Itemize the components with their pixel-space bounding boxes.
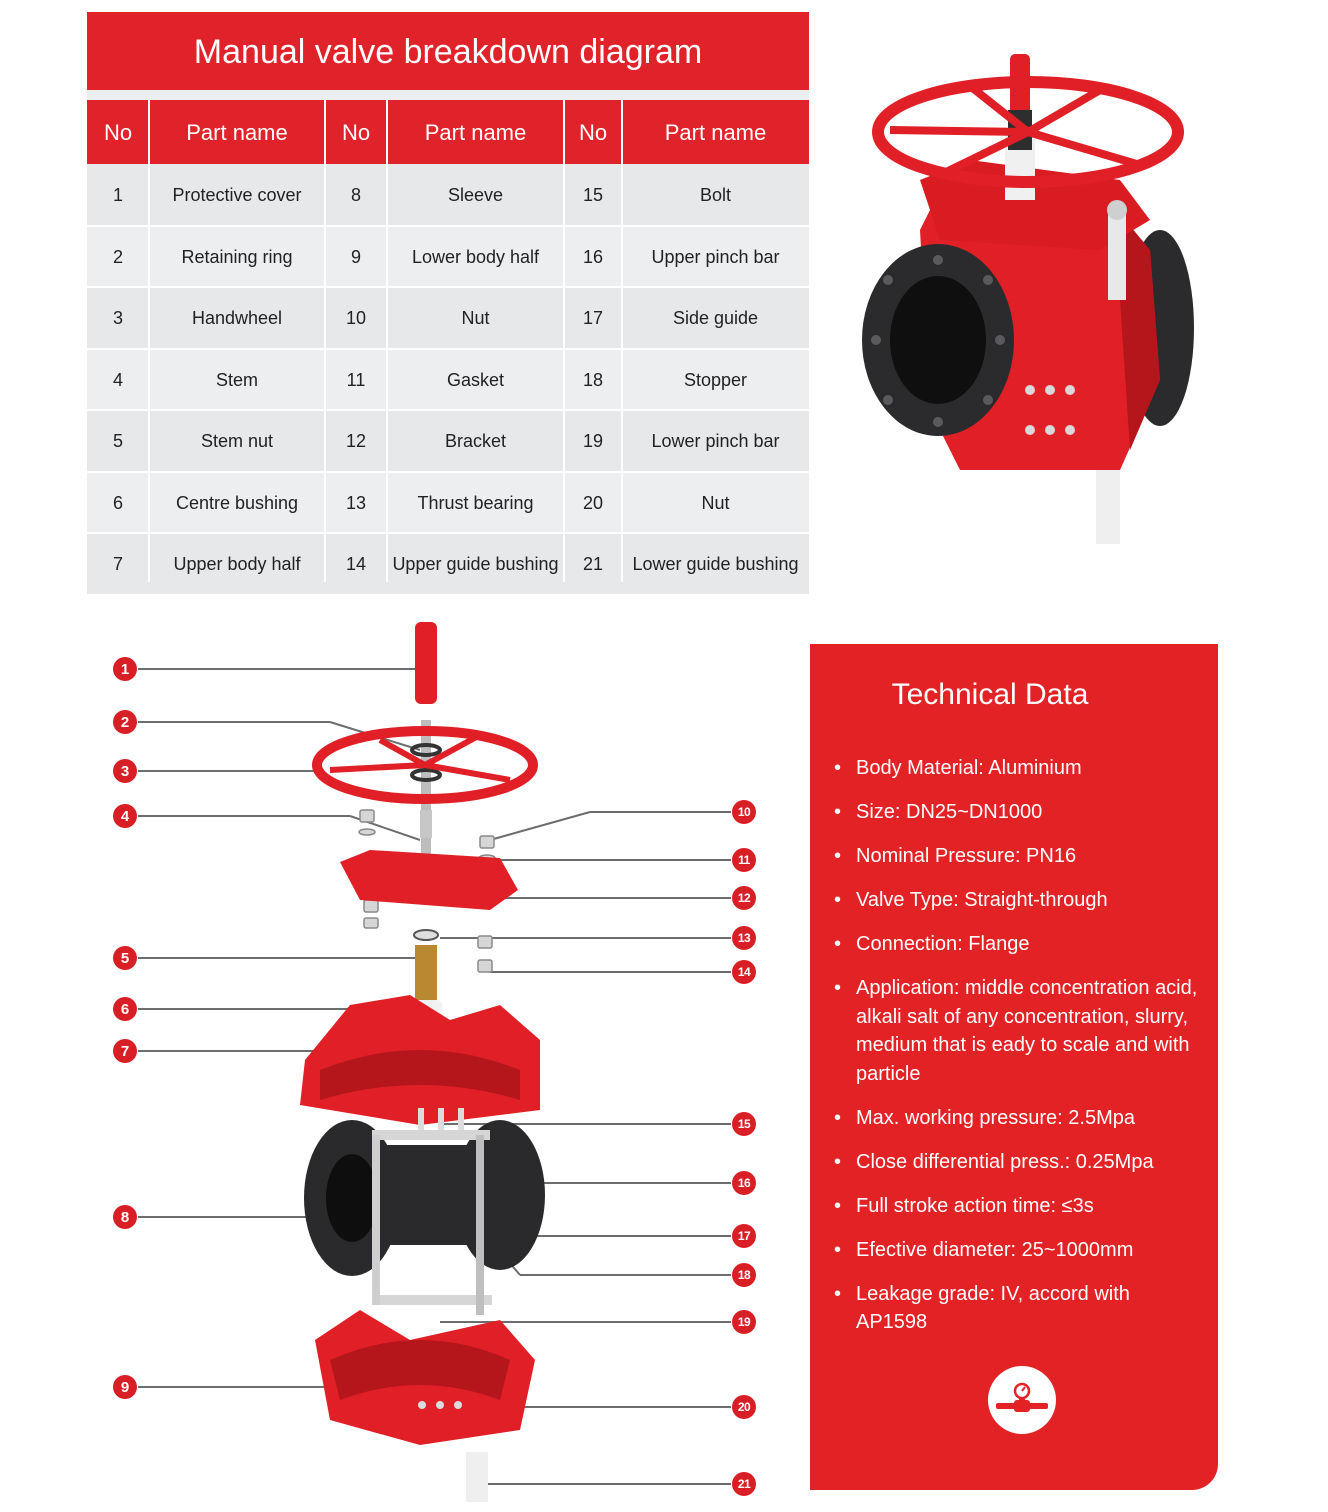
part-number-cell: 5 [112, 431, 123, 451]
technical-data-title: Technical Data [891, 678, 1089, 711]
callout-7: 7 [113, 1039, 137, 1063]
technical-data-list [834, 754, 1204, 1352]
technical-data-item: • Close differential press.: 0.25Mpa [834, 1148, 1204, 1177]
callout-6: 6 [113, 997, 137, 1021]
assembled-valve-illustration [850, 50, 1210, 550]
callout-2: 2 [113, 710, 137, 734]
header-part-name-3: Part name [664, 120, 767, 145]
part-number-cell: 4 [112, 369, 123, 390]
technical-data-item: • Efective diameter: 25~1000mm [834, 1236, 1204, 1265]
parts-table [87, 12, 809, 582]
technical-data-item: • Application: middle concentration acid, alkali salt of any concentration, slurry, medium that is eady to scale and with particle [834, 974, 1204, 1088]
callout-15: 15 [732, 1112, 756, 1136]
technical-data-item: • Nominal Pressure: PN16 [834, 842, 1204, 871]
part-name-cell: Upper guide bushing [392, 554, 559, 574]
callout-8: 8 [113, 1205, 137, 1229]
table-title: Manual valve breakdown diagram [87, 12, 809, 90]
callout-13: 13 [732, 926, 756, 950]
technical-data-panel [810, 644, 1218, 1490]
callout-12: 12 [732, 886, 756, 910]
table-row [87, 533, 809, 594]
part-name-cell: Side guide [672, 308, 759, 328]
part-number-cell: 13 [345, 492, 367, 513]
table-row [87, 410, 809, 471]
technical-data-item: • Leakage grade: IV, accord with AP1598 [834, 1280, 1204, 1337]
part-number-cell: 12 [345, 431, 367, 451]
part-name-cell: Sleeve [447, 185, 504, 205]
header-part-name-1: Part name [186, 120, 288, 145]
part-number-cell: 2 [112, 246, 123, 267]
table-header-row [87, 100, 809, 164]
callout-3: 3 [113, 759, 137, 783]
technical-data-item: • Body Material: Aluminium [834, 754, 1204, 783]
part-number-cell: 18 [582, 369, 604, 390]
callout-20: 20 [732, 1395, 756, 1419]
part-number-cell: 21 [582, 554, 604, 574]
part-name-cell: Nut [701, 492, 730, 513]
technical-data-item: • Max. working pressure: 2.5Mpa [834, 1104, 1204, 1133]
part-name-cell: Handwheel [191, 308, 283, 328]
callout-11: 11 [732, 848, 756, 872]
part-name-cell: Bracket [444, 431, 507, 451]
part-number-cell: 15 [582, 185, 604, 205]
callout-21: 21 [732, 1472, 756, 1496]
callout-14: 14 [732, 960, 756, 984]
callout-18: 18 [732, 1263, 756, 1287]
part-name-cell: Nut [461, 308, 490, 328]
header-no-1: No [103, 120, 133, 145]
callout-17: 17 [732, 1224, 756, 1248]
table-row [87, 226, 809, 287]
part-name-cell: Lower guide bushing [632, 554, 799, 574]
part-name-cell: Upper pinch bar [651, 246, 780, 267]
technical-data-item: • Valve Type: Straight-through [834, 886, 1204, 915]
header-no-3: No [578, 120, 608, 145]
part-number-cell: 1 [112, 185, 123, 205]
table-row [87, 349, 809, 410]
part-name-cell: Lower pinch bar [651, 431, 780, 451]
part-number-cell: 14 [345, 554, 367, 574]
part-name-cell: Gasket [446, 369, 505, 390]
pressure-gauge-icon [988, 1366, 1056, 1434]
table-row [87, 472, 809, 533]
part-name-cell: Protective cover [172, 185, 302, 205]
table-row [87, 164, 809, 225]
part-number-cell: 7 [112, 554, 123, 574]
part-number-cell: 9 [350, 246, 361, 267]
part-number-cell: 10 [345, 308, 367, 328]
part-name-cell: Lower body half [411, 246, 540, 267]
callout-9: 9 [113, 1375, 137, 1399]
callout-10: 10 [732, 800, 756, 824]
callout-19: 19 [732, 1310, 756, 1334]
part-number-cell: 16 [582, 246, 604, 267]
part-name-cell: Stem [215, 369, 258, 390]
part-number-cell: 20 [582, 492, 604, 513]
callout-5: 5 [113, 946, 137, 970]
technical-data-item: • Connection: Flange [834, 930, 1204, 959]
part-number-cell: 19 [582, 431, 604, 451]
header-no-2: No [341, 120, 371, 145]
technical-data-item: • Full stroke action time: ≤3s [834, 1192, 1204, 1221]
callout-1: 1 [113, 657, 137, 681]
header-part-name-2: Part name [424, 120, 527, 145]
part-name-cell: Thrust bearing [417, 492, 534, 513]
technical-data-item: • Size: DN25~DN1000 [834, 798, 1204, 827]
part-name-cell: Centre bushing [175, 492, 299, 513]
part-name-cell: Stem nut [200, 431, 274, 451]
part-name-cell: Bolt [699, 185, 732, 205]
part-name-cell: Retaining ring [181, 246, 293, 267]
part-number-cell: 17 [582, 308, 604, 328]
part-number-cell: 8 [350, 185, 361, 205]
part-number-cell: 11 [346, 369, 366, 390]
callout-4: 4 [113, 804, 137, 828]
callout-16: 16 [732, 1171, 756, 1195]
part-number-cell: 6 [112, 492, 123, 513]
part-number-cell: 3 [112, 308, 123, 328]
part-name-cell: Stopper [683, 369, 748, 390]
table-row [87, 287, 809, 348]
part-name-cell: Upper body half [173, 554, 301, 574]
